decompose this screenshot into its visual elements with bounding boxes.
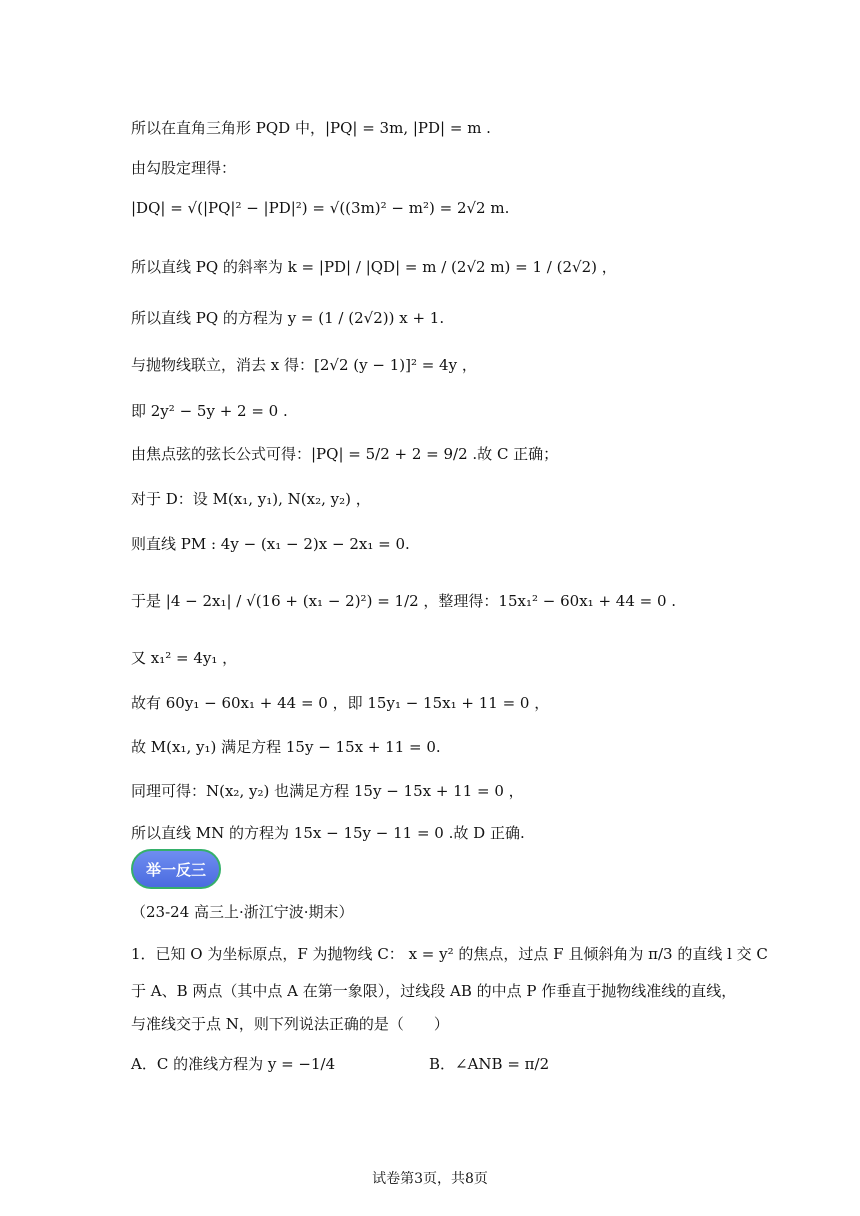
page-footer: 试卷第3页，共8页	[372, 1171, 488, 1187]
solution-line-7: 即 2y² − 5y + 2 = 0 .	[131, 402, 288, 420]
solution-line-13: 故有 60y₁ − 60x₁ + 44 = 0 ，即 15y₁ − 15x₁ + 11 = 0 ，	[131, 694, 550, 712]
question-line-1: 1．已知 O 为坐标原点，F 为抛物线 C： x = y² 的焦点，过点 F 且倾斜角为 π/3 的直线 l 交 C	[131, 945, 768, 963]
solution-line-10: 则直线 PM : 4y − (x₁ − 2)x − 2x₁ = 0.	[131, 535, 410, 553]
solution-line-14: 故 M(x₁, y₁) 满足方程 15y − 15x + 11 = 0.	[131, 738, 441, 756]
solution-line-6: 与抛物线联立，消去 x 得：[2√2 (y − 1)]² = 4y ，	[131, 356, 477, 374]
solution-line-4: 所以直线 PQ 的斜率为 k = |PD| / |QD| = m / (2√2 m) = 1 / (2√2) ，	[131, 258, 617, 276]
question-line-2: 于 A、B 两点（其中点 A 在第一象限），过线段 AB 的中点 P 作垂直于抛物线准线的直线，	[131, 982, 737, 1000]
solution-line-15: 同理可得：N(x₂, y₂) 也满足方程 15y − 15x + 11 = 0 ，	[131, 782, 524, 800]
solution-line-1: 所以在直角三角形 PQD 中，|PQ| = 3m, |PD| = m .	[131, 119, 491, 137]
solution-line-8: 由焦点弦的弦长公式可得：|PQ| = 5/2 + 2 = 9/2 .故 C 正确；	[131, 445, 559, 463]
question-source: （23-24 高三上·浙江宁波·期末）	[131, 903, 354, 921]
solution-line-16: 所以直线 MN 的方程为 15x − 15y − 11 = 0 .故 D 正确.	[131, 824, 525, 842]
solution-line-3: |DQ| = √(|PQ|² − |PD|²) = √((3m)² − m²) = 2√2 m.	[131, 199, 510, 217]
solution-line-2: 由勾股定理得：	[131, 159, 237, 177]
option-a: A．C 的准线方程为 y = −1/4	[131, 1055, 336, 1073]
solution-line-11: 于是 |4 − 2x₁| / √(16 + (x₁ − 2)²) = 1/2 ，整理得：15x₁² − 60x₁ + 44 = 0 .	[131, 592, 677, 610]
solution-line-9: 对于 D：设 M(x₁, y₁), N(x₂, y₂) ，	[131, 490, 371, 508]
solution-line-5: 所以直线 PQ 的方程为 y = (1 / (2√2)) x + 1.	[131, 309, 445, 327]
option-b: B．∠ANB = π/2	[429, 1055, 550, 1073]
question-line-3: 与准线交于点 N，则下列说法正确的是（ ）	[131, 1015, 449, 1033]
section-badge: 举一反三	[131, 849, 221, 889]
solution-line-12: 又 x₁² = 4y₁ ，	[131, 649, 238, 667]
